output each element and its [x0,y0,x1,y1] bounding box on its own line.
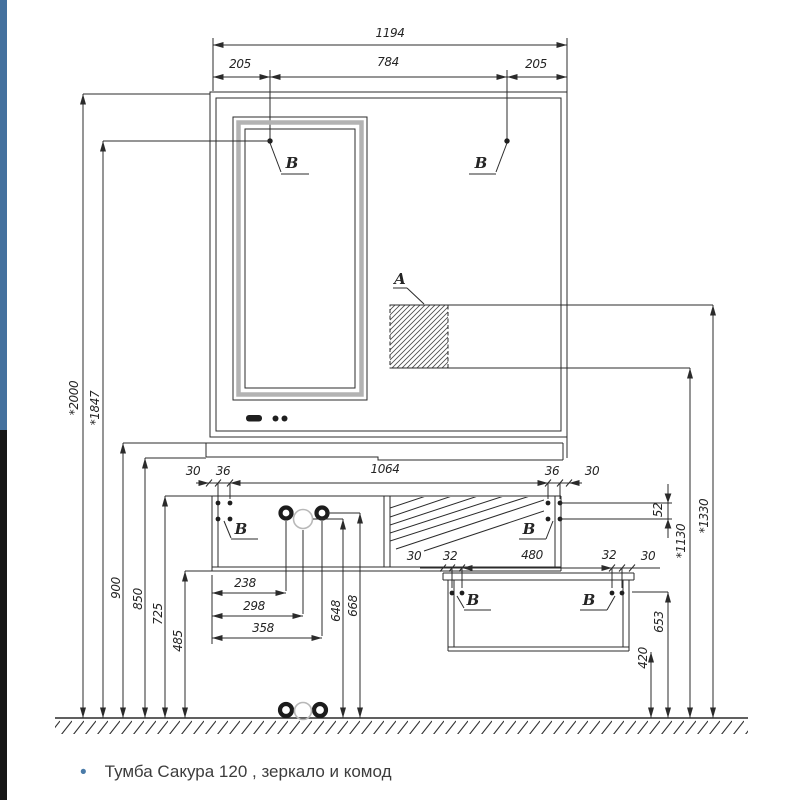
caption-text: Тумба Сакура 120 , зеркало и комод [104,762,392,781]
section-label-b-mirror-right: В [474,154,488,172]
section-label-b-vanity-right: В [522,520,536,538]
dim-vanity-hinge-right: 36 [544,464,560,478]
countertop [206,443,563,460]
dim-gap-52: 52 [651,502,665,518]
dim-height-900: 900 [109,577,123,599]
dim-height-hinge: *1847 [88,390,102,426]
dim-dresser-hinge-right: 32 [601,548,617,562]
dim-vanity-hinge-left: 36 [215,464,231,478]
dim-knob-358: 358 [252,621,274,635]
floor [55,703,748,735]
dim-height-1330: *1330 [697,498,711,534]
caption-bullet: • [80,761,87,783]
dim-height-725: 725 [151,603,165,625]
dim-height-total: *2000 [67,380,81,416]
dim-height-648: 648 [329,600,343,622]
section-label-a: А [393,270,407,288]
section-label-b-mirror-left: В [285,154,299,172]
caption [80,762,392,782]
dim-top-mid: 784 [377,55,399,69]
dim-top-left: 205 [229,57,251,71]
left-dimension-lines [83,94,270,718]
dim-knob-238: 238 [234,576,256,590]
dim-height-668: 668 [346,595,360,617]
dim-dresser-width: 480 [521,548,543,562]
dim-dresser-bottom-420: 420 [636,647,650,669]
dim-height-1130: *1130 [674,523,688,559]
dim-height-485: 485 [171,630,185,652]
dim-vanity-width: 1064 [370,462,400,476]
mirror-cabinet [210,92,567,437]
section-label-b-dresser-left: В [466,591,480,609]
dresser-dimensions [420,565,660,589]
dim-top-right: 205 [525,57,547,71]
vanity-width-dimensions [196,480,582,487]
section-label-b-vanity-left: В [234,520,248,538]
dim-dresser-gap-left: 30 [406,549,422,563]
dresser [443,573,634,651]
dim-drain-298: 298 [243,599,265,613]
dim-top-total: 1194 [375,26,405,40]
dim-height-850: 850 [131,588,145,610]
dim-dresser-hinge-left: 32 [442,549,458,563]
section-a-shelf-band [390,288,713,368]
dim-vanity-gap-left: 30 [185,464,201,478]
section-label-b-dresser-right: В [582,591,596,609]
dim-dresser-top-653: 653 [652,611,666,633]
open-shelf-diagonals [390,496,544,551]
dim-vanity-gap-right: 30 [584,464,600,478]
dim-dresser-gap-right: 30 [640,549,656,563]
section-b-mirror-callouts [267,138,509,174]
